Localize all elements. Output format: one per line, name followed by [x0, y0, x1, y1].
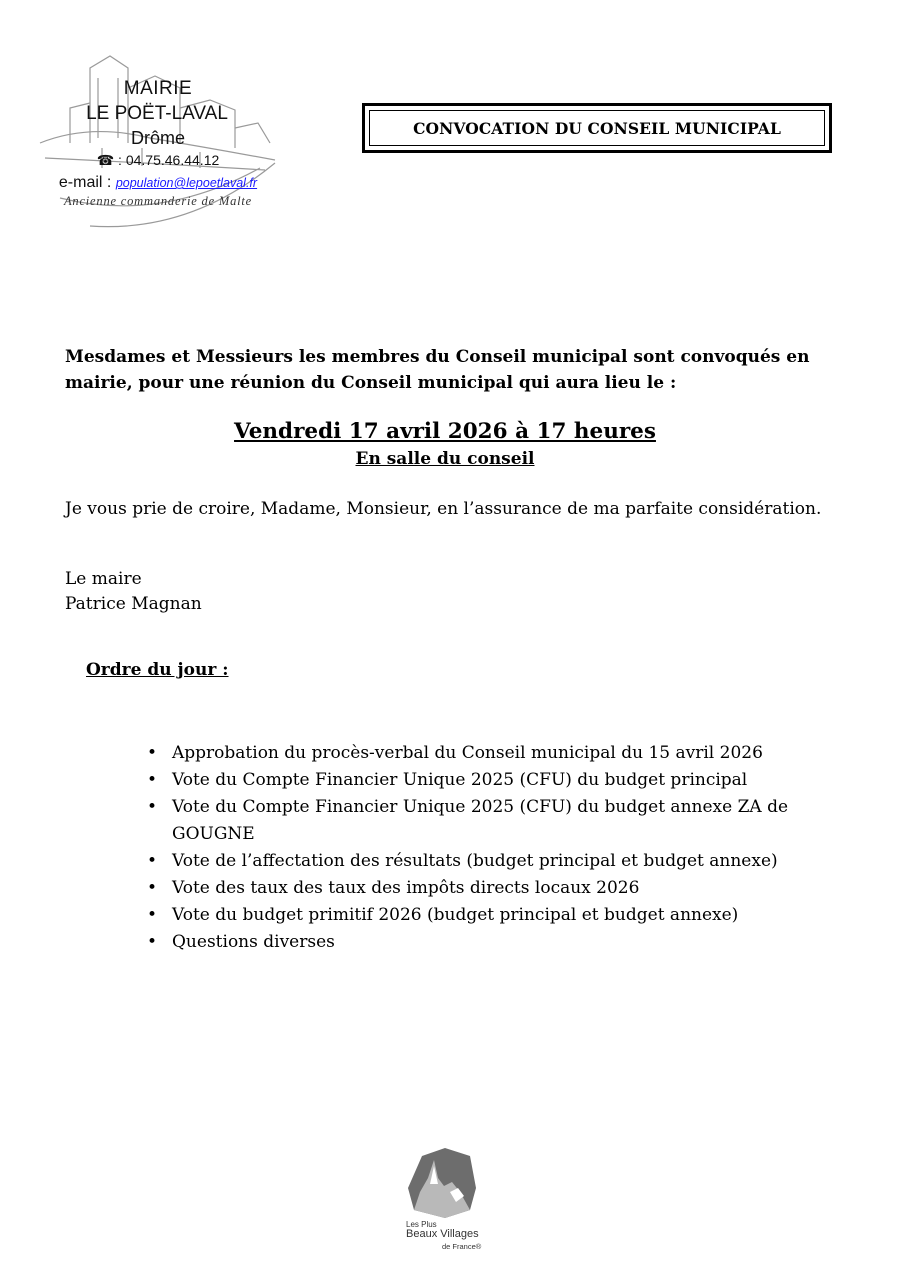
agenda-heading: Ordre du jour :	[86, 660, 229, 680]
title-box	[362, 103, 832, 153]
footer-logo-line3: de France®	[442, 1242, 482, 1251]
town-name: LE POËT-LAVAL	[86, 103, 228, 124]
plus-beaux-villages-logo	[400, 1148, 490, 1258]
meeting-room: En salle du conseil	[355, 449, 535, 469]
mairie-label: MAIRIE	[123, 78, 193, 99]
signer-role: Le maire	[65, 569, 142, 589]
phone-line	[28, 152, 288, 169]
motto: Ancienne commanderie de Malte	[63, 194, 253, 208]
agenda-item: • Vote du Compte Financier Unique 2025 (CFU) du budget principal	[140, 767, 840, 794]
village-silhouette-icon	[400, 1148, 490, 1220]
document-title: CONVOCATION DU CONSEIL MUNICIPAL	[413, 118, 781, 138]
agenda-item: • Vote du budget primitif 2026 (budget principal et budget annexe)	[140, 902, 840, 929]
email-label: e-mail :	[58, 174, 116, 191]
email-link[interactable]: population@lepoetlaval.fr	[115, 176, 258, 190]
agenda-item: • Vote du Compte Financier Unique 2025 (CFU) du budget annexe ZA de GOUGNE	[140, 794, 840, 848]
agenda-item: • Vote de l’affectation des résultats (budget principal et budget annexe)	[140, 848, 840, 875]
meeting-date: Vendredi 17 avril 2026 à 17 heures	[234, 419, 656, 444]
phone-number: : 04.75.46.44.12	[114, 152, 220, 168]
agenda-item: • Approbation du procès-verbal du Conseil municipal du 15 avril 2026	[140, 740, 840, 767]
title-inner-frame	[369, 110, 825, 146]
signer-name: Patrice Magnan	[65, 594, 202, 614]
intro-paragraph: Mesdames et Messieurs les membres du Conseil municipal sont convoqués en mairie, pour une réunion du Conseil municipal qui aura lieu le :	[65, 347, 810, 393]
closing-paragraph: Je vous prie de croire, Madame, Monsieur, en l’assurance de ma parfaite considération.	[65, 499, 822, 519]
agenda-item: • Vote des taux des taux des impôts directs locaux 2026	[140, 875, 840, 902]
phone-icon: ☎	[96, 152, 115, 168]
footer-logo-line2: Beaux Villages	[406, 1228, 479, 1240]
email-line	[28, 174, 288, 192]
agenda-item: • Questions diverses	[140, 929, 840, 956]
mairie-logo	[30, 48, 290, 233]
department-name: Drôme	[130, 128, 185, 148]
footer-logo-line1: Les Plus	[406, 1220, 437, 1229]
agenda-list	[140, 740, 840, 956]
